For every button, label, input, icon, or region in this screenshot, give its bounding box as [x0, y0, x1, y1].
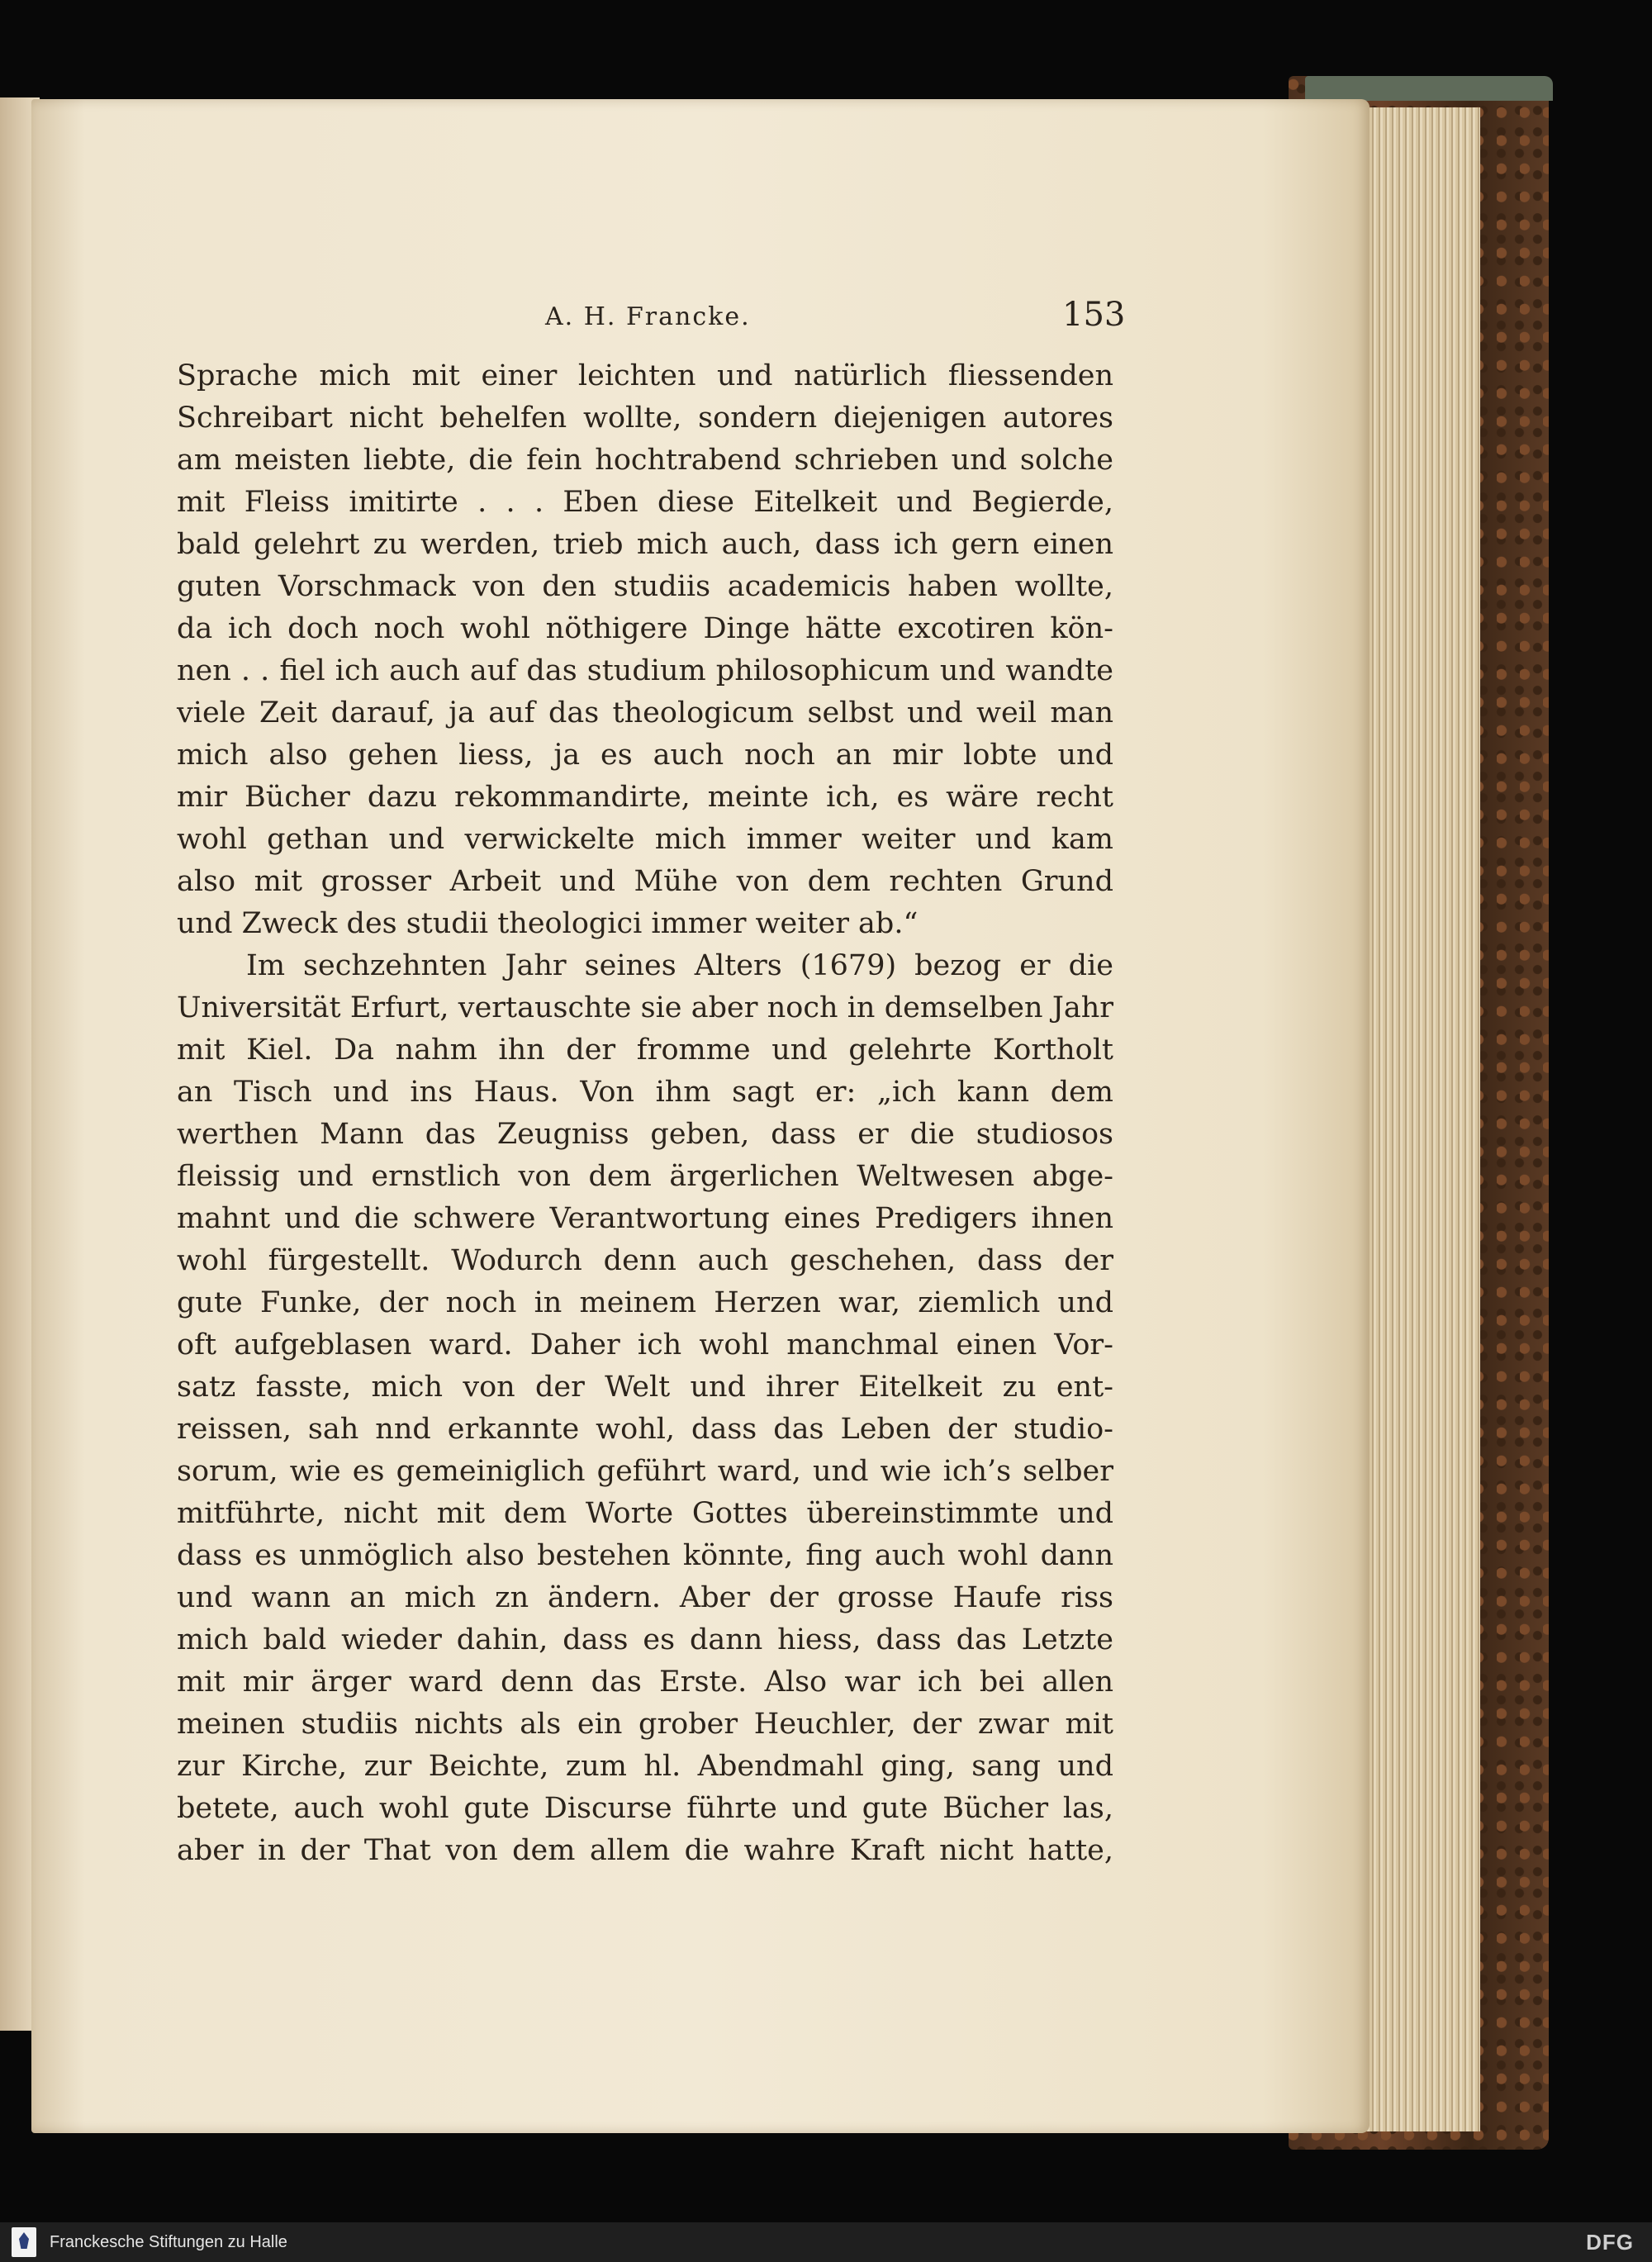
text-line: Schreibart nicht behelfen wollte, sondern diejenigen autores	[177, 402, 1113, 435]
text-line: reissen, sah nnd erkannte wohl, dass das Leben der studio-	[177, 1413, 1113, 1446]
text-line: dass es unmöglich also bestehen könnte, fing auch wohl dann	[177, 1539, 1113, 1572]
page-number: 153	[1062, 296, 1126, 334]
book-spine-cloth	[1305, 76, 1553, 101]
text-line: oft aufgeblasen ward. Daher ich wohl manchmal einen Vor-	[177, 1328, 1113, 1361]
text-line: mahnt und die schwere Verantwortung eines Predigers ihnen	[177, 1202, 1113, 1235]
text-line: wohl gethan und verwickelte mich immer weiter und kam	[177, 823, 1113, 856]
text-line: und wann an mich zn ändern. Aber der grosse Haufe riss	[177, 1581, 1113, 1614]
text-line: viele Zeit darauf, ja auf das theologicum selbst und weil man	[177, 696, 1113, 729]
institution-logo-icon	[12, 2227, 36, 2257]
viewer-footer	[0, 2222, 1652, 2262]
text-line: zur Kirche, zur Beichte, zum hl. Abendmahl ging, sang und	[177, 1750, 1113, 1783]
text-line: mit Kiel. Da nahm ihn der fromme und gelehrte Kortholt	[177, 1034, 1113, 1067]
text-line: satz fasste, mich von der Welt und ihrer Eitelkeit zu ent-	[177, 1371, 1113, 1404]
text-line: guten Vorschmack von den studiis academicis haben wollte,	[177, 570, 1113, 603]
text-line: mich also gehen liess, ja es auch noch an mir lobte und	[177, 739, 1113, 772]
text-line: nen . . fiel ich auch auf das studium philosophicum und wandte	[177, 654, 1113, 687]
text-line: am meisten liebte, die fein hochtrabend schrieben und solche	[177, 444, 1113, 477]
text-line: meinen studiis nichts als ein grober Heuchler, der zwar mit	[177, 1708, 1113, 1741]
text-line: fleissig und ernstlich von dem ärgerlichen Weltwesen abge-	[177, 1160, 1113, 1193]
text-line: werthen Mann das Zeugniss geben, dass er die studiosos	[177, 1118, 1113, 1151]
text-line: mir Bücher dazu rekommandirte, meinte ich, es wäre recht	[177, 781, 1113, 814]
footer-institution: Franckesche Stiftungen zu Halle	[50, 2233, 287, 2251]
text-line: da ich doch noch wohl nöthigere Dinge hätte excotiren kön-	[177, 612, 1113, 645]
text-line: sorum, wie es gemeiniglich geführt ward, und wie ich’s selber	[177, 1455, 1113, 1488]
text-line: also mit grosser Arbeit und Mühe von dem rechten Grund	[177, 865, 1113, 898]
text-line: aber in der That von dem allem die wahre Kraft nicht hatte,	[177, 1834, 1113, 1867]
text-line: Sprache mich mit einer leichten und natürlich fliessenden	[177, 359, 1113, 392]
text-line: Im sechzehnten Jahr seines Alters (1679) bezog er die	[246, 949, 1113, 982]
page-edges	[1355, 107, 1480, 2131]
text-line: betete, auch wohl gute Discurse führte und gute Bücher las,	[177, 1792, 1113, 1825]
running-head: A. H. Francke.	[545, 302, 751, 331]
text-line: und Zweck des studii theologici immer weiter ab.“	[177, 907, 919, 940]
text-line: mit mir ärger ward denn das Erste. Also war ich bei allen	[177, 1666, 1113, 1699]
text-line: wohl fürgestellt. Wodurch denn auch geschehen, dass der	[177, 1244, 1113, 1277]
text-line: gute Funke, der noch in meinem Herzen war, ziemlich und	[177, 1286, 1113, 1319]
footer-funder: DFG	[1586, 2230, 1634, 2255]
body-text	[177, 355, 1113, 1872]
text-line: mit Fleiss imitirte . . . Eben diese Eitelkeit und Begierde,	[177, 486, 1113, 519]
text-line: Universität Erfurt, vertauschte sie aber noch in demselben Jahr	[177, 991, 1113, 1024]
text-line: mitführte, nicht mit dem Worte Gottes übereinstimmte und	[177, 1497, 1113, 1530]
text-line: an Tisch und ins Haus. Von ihm sagt er: „ich kann dem	[177, 1076, 1113, 1109]
text-line: mich bald wieder dahin, dass es dann hiess, dass das Letzte	[177, 1623, 1113, 1656]
text-line: bald gelehrt zu werden, trieb mich auch, dass ich gern einen	[177, 528, 1113, 561]
